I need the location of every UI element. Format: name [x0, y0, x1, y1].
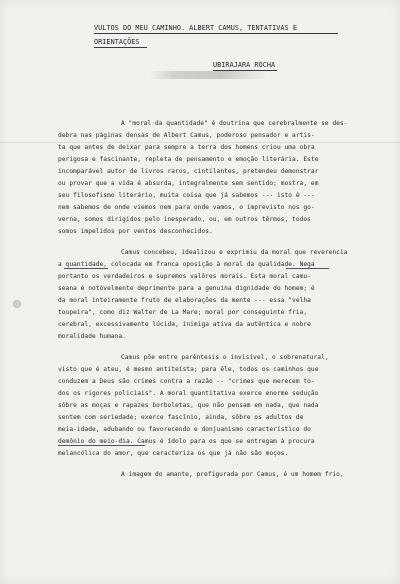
text-line: A "moral da quantidade" é doutrina que cerebralmente se des- [121, 120, 348, 127]
underline-demonio-do-meio-dia [58, 445, 145, 446]
text-line: seana é notòvelmente deprimente para a genuína dignidade do homem; é [58, 285, 315, 292]
text-line: melancólica do amor, que caracteriza os que já não são moços. [58, 450, 289, 457]
text-line: visto que é ateu, é mesmo antiteísta; para êle, todos os caminhos que [58, 366, 319, 373]
text-line: da moral inteiramente fruto de elaborações da mente --- essa "velha [58, 297, 311, 304]
text-line: dos os rigores policiais". A moral quantitativa exerce enorme sedução [58, 390, 319, 397]
text-line: sôbre as moças e rapazes borboletas, que não pensam em nada, que nada [58, 402, 319, 409]
underline-quantidade [64, 268, 108, 269]
text-line: ta que antes de deixar para sempre a terra dos homens criou uma obra [58, 144, 315, 151]
author-name: UBIRAJARA ROCHA [213, 61, 276, 69]
text-line: debra nas páginas densas de Albert Camus, poderoso pensador e artis- [58, 132, 315, 139]
text-line: Camus concebeu, idealizou e exprimiu da moral que reverencia [121, 249, 348, 256]
text-line: toupeira", como diz Walter de La Mare; moral por conseguinte fria, [58, 309, 308, 316]
text-line: sentem com seriedade; exerce fascínio, ainda, sôbre os adultos de [58, 414, 304, 421]
text-line: ou provar que a vida é absurda, integralmente sem sentido; mostra, em [58, 180, 319, 187]
text-line: meia-idade, adubando ou favorecendo e donjuanismo característico do [58, 426, 311, 433]
title-line-2: ORIENTAÇÕES [94, 38, 140, 46]
text-line: demônio do meio-dia. Camus é ídolo para os que se entregam à procura [58, 438, 315, 445]
text-line: cerebral, excessivamente lúcida, inimiga ativa da autêntica e nobre [58, 321, 311, 328]
underline-qualidade [286, 268, 329, 269]
title-underline-2 [94, 47, 147, 48]
title-line-1: VULTOS DO MEU CAMINHO. ALBERT CAMUS, TENTATIVAS E [94, 24, 297, 32]
punch-hole [13, 300, 21, 308]
erased-text-smudge [150, 71, 268, 79]
text-line: Camus põe entre parêntesis o invisível, o sobrenatural, [121, 354, 329, 361]
text-line: seu filosofismo literário, muita coisa que já sabemos --- isto é --- [58, 192, 315, 199]
text-line: moralidade humana. [58, 333, 126, 340]
text-line: A imagem do amante, prefigurada por Camus, é um homem frio, [121, 471, 344, 478]
text-line: somos impelidos por ventos desconhecidos. [58, 228, 213, 235]
paper-fold-line [0, 142, 400, 143]
text-line: a quantidade, colocada em franca oposição à moral da qualidade. Nega [58, 261, 315, 268]
text-line: incomparável autor de livros raros, cintilantes, pretendeu demonstrar [58, 168, 319, 175]
text-line: portanto os verdadeiros e supremos valôres morais. Esta moral camu- [58, 273, 311, 280]
text-line: conduzem a Deus são crimes contra a razão -- "crimes que merecem to- [58, 378, 315, 385]
title-underline-1 [94, 33, 338, 34]
text-line: nem sabemos de onde viemos nem para onde vamos, o imprevisto nos go- [58, 204, 315, 211]
text-line: verna, somos dirigidos pelo inesperado, ou, em outros têrmos, todos [58, 216, 311, 223]
text-line: perigosa e fascinante, repleta de pensamento e emoção literária. Este [58, 156, 319, 163]
